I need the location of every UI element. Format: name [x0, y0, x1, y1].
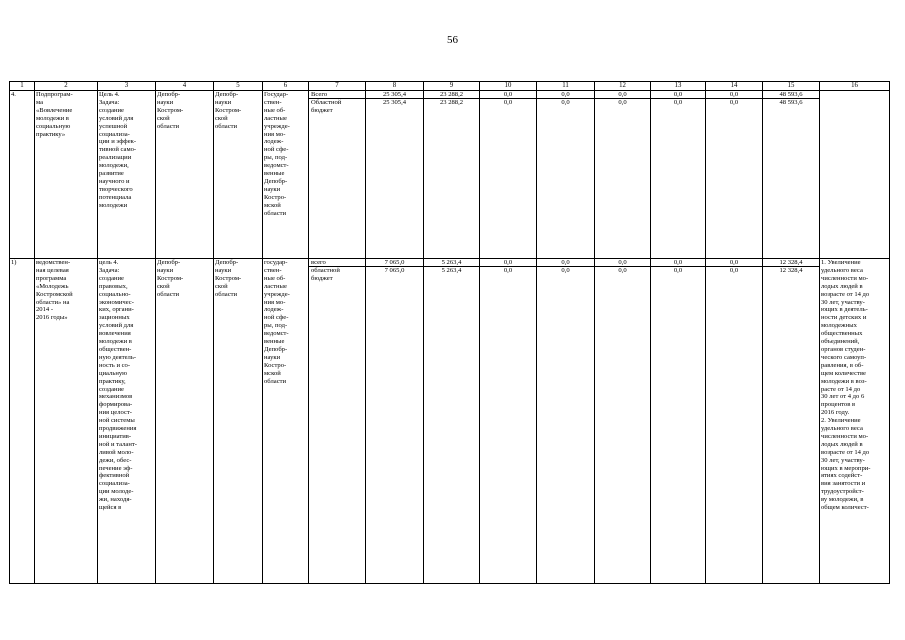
value-col-12	[595, 91, 651, 259]
value-col-8	[366, 91, 424, 259]
header-col-10: 10	[480, 82, 537, 91]
value-total: 0,0	[561, 259, 570, 266]
funding-source	[309, 259, 366, 584]
value-col-11	[537, 259, 595, 584]
value-total: 0,0	[673, 91, 683, 98]
header-col-7: 7	[309, 82, 366, 91]
row-number: 4.	[10, 91, 35, 259]
funding-total-label: Всего	[311, 91, 328, 98]
header-col-11: 11	[537, 82, 595, 91]
value-total: 5 263,4	[441, 259, 462, 266]
funding-source	[309, 91, 366, 259]
value-col-14	[706, 259, 763, 584]
page-number: 56	[447, 34, 458, 46]
program-name: ведомствен- ная целевая программа «Молодежь Костромской области» на 2014 - 2016 годы»	[35, 259, 98, 584]
goal-task: цель 4. Задача: создание правовых, социально- экономичес- ких, органи- зационных условий для вовлечения молодежи в обществен- ную деятель- ность и со- циальную практику, создание механизмов формирова- ния целост- ной системы продвижения инициатив- ной и талант- ливой моло- дежи, обес- печение эф- фективной социализа- ции молоде- жи, находя- щейся в	[98, 259, 156, 584]
value-total: 0,0	[729, 91, 739, 98]
header-col-5: 5	[214, 82, 263, 91]
header-col-9: 9	[424, 82, 480, 91]
value-budget: 0,0	[706, 266, 762, 274]
value-budget: 0,0	[480, 266, 536, 274]
program-name: Подпрограм- ма «Вовлечение молодежи в социальную практику»	[35, 91, 98, 259]
value-col-15	[763, 91, 820, 259]
goal-task: Цель 4. Задача: создание условий для успешной социализа- ции и эффек- тивной само- реализации молодежи, развитие научного и творческого потенциала молодежи	[98, 91, 156, 259]
value-total: 0,0	[618, 91, 627, 98]
value-col-9	[424, 259, 480, 584]
value-budget: 0,0	[595, 266, 650, 274]
header-col-4: 4	[156, 82, 214, 91]
participants: Государ- ствен- ные об- ластные учрежде- ния мо- лодеж- ной сфе- ры, под- ведомст- венные Депобр- науки Костро- мской области	[263, 91, 309, 259]
value-col-11	[537, 91, 595, 259]
value-col-15	[763, 259, 820, 584]
value-total: 23 288,2	[439, 91, 464, 98]
value-total: 0,0	[673, 259, 683, 266]
funding-budget-label: Областной бюджет	[309, 98, 365, 115]
value-budget: 5 263,4	[424, 266, 479, 274]
value-budget: 0,0	[706, 98, 762, 106]
value-budget: 25 305,4	[366, 98, 423, 106]
header-col-3: 3	[98, 82, 156, 91]
value-budget: 0,0	[595, 98, 650, 106]
table-row	[10, 91, 890, 259]
header-col-15: 15	[763, 82, 820, 91]
value-total: 0,0	[561, 91, 570, 98]
value-col-12	[595, 259, 651, 584]
header-col-16: 16	[820, 82, 890, 91]
value-budget: 0,0	[651, 98, 705, 106]
value-col-13	[651, 259, 706, 584]
value-col-8	[366, 259, 424, 584]
value-total: 25 305,4	[382, 91, 407, 98]
expected-results	[820, 91, 890, 259]
responsible-executor: Депобр- науки Костром- ской области	[156, 259, 214, 584]
program-table	[9, 81, 890, 584]
value-budget: 0,0	[651, 266, 705, 274]
value-col-10	[480, 91, 537, 259]
value-budget: 23 288,2	[424, 98, 479, 106]
value-total: 0,0	[729, 259, 739, 266]
header-col-8: 8	[366, 82, 424, 91]
value-total: 7 065,0	[384, 259, 405, 266]
value-col-9	[424, 91, 480, 259]
participants: государ- ствен- ные об- ластные учрежде- ния мо- лодеж- ной сфе- ры, под- ведомст- венные Депобр- науки Костро- мской области	[263, 259, 309, 584]
value-col-10	[480, 259, 537, 584]
header-row	[10, 82, 890, 91]
header-col-14: 14	[706, 82, 763, 91]
header-col-1: 1	[10, 82, 35, 91]
value-budget: 0,0	[537, 266, 594, 274]
expected-results: 1. Увеличение удельного веса численности мо- лодых людей в возрасте от 14 до 30 лет, участву- ющих в деятель- ности детских и молодежных общественных объединений, органов студен- ческого самоуп- равления, в об- щем количестве молодежи в воз- расте от 14 до 30 лет от 4 до 6 процентов в 2016 году. 2. Увеличение удельного веса численности мо- лодых людей в возрасте от 14 до 30 лет, участву- ющих в меропри- ятиях содейст- вия занятости и трудоустройст- ву молодежи, в общем количест-	[820, 259, 890, 584]
row-number: 1)	[10, 259, 35, 584]
value-col-13	[651, 91, 706, 259]
value-budget: 7 065,0	[366, 266, 423, 274]
value-total: 48 593,6	[779, 91, 803, 98]
header-col-13: 13	[651, 82, 706, 91]
value-total: 0,0	[618, 259, 627, 266]
value-budget: 12 328,4	[763, 266, 819, 274]
value-total: 12 328,4	[779, 259, 803, 266]
co-executor: Депобр- науки Костром- ской области	[214, 91, 263, 259]
funding-budget-label: областной бюджет	[309, 266, 365, 283]
value-budget: 0,0	[537, 98, 594, 106]
value-col-14	[706, 91, 763, 259]
header-col-12: 12	[595, 82, 651, 91]
header-col-6: 6	[263, 82, 309, 91]
value-budget: 48 593,6	[763, 98, 819, 106]
value-budget: 0,0	[480, 98, 536, 106]
value-total: 0,0	[503, 91, 513, 98]
header-col-2: 2	[35, 82, 98, 91]
responsible-executor: Депобр- науки Костром- ской области	[156, 91, 214, 259]
co-executor: Депобр- науки Костром- ской области	[214, 259, 263, 584]
table-row	[10, 259, 890, 584]
funding-total-label: всего	[311, 259, 326, 266]
value-total: 0,0	[503, 259, 513, 266]
